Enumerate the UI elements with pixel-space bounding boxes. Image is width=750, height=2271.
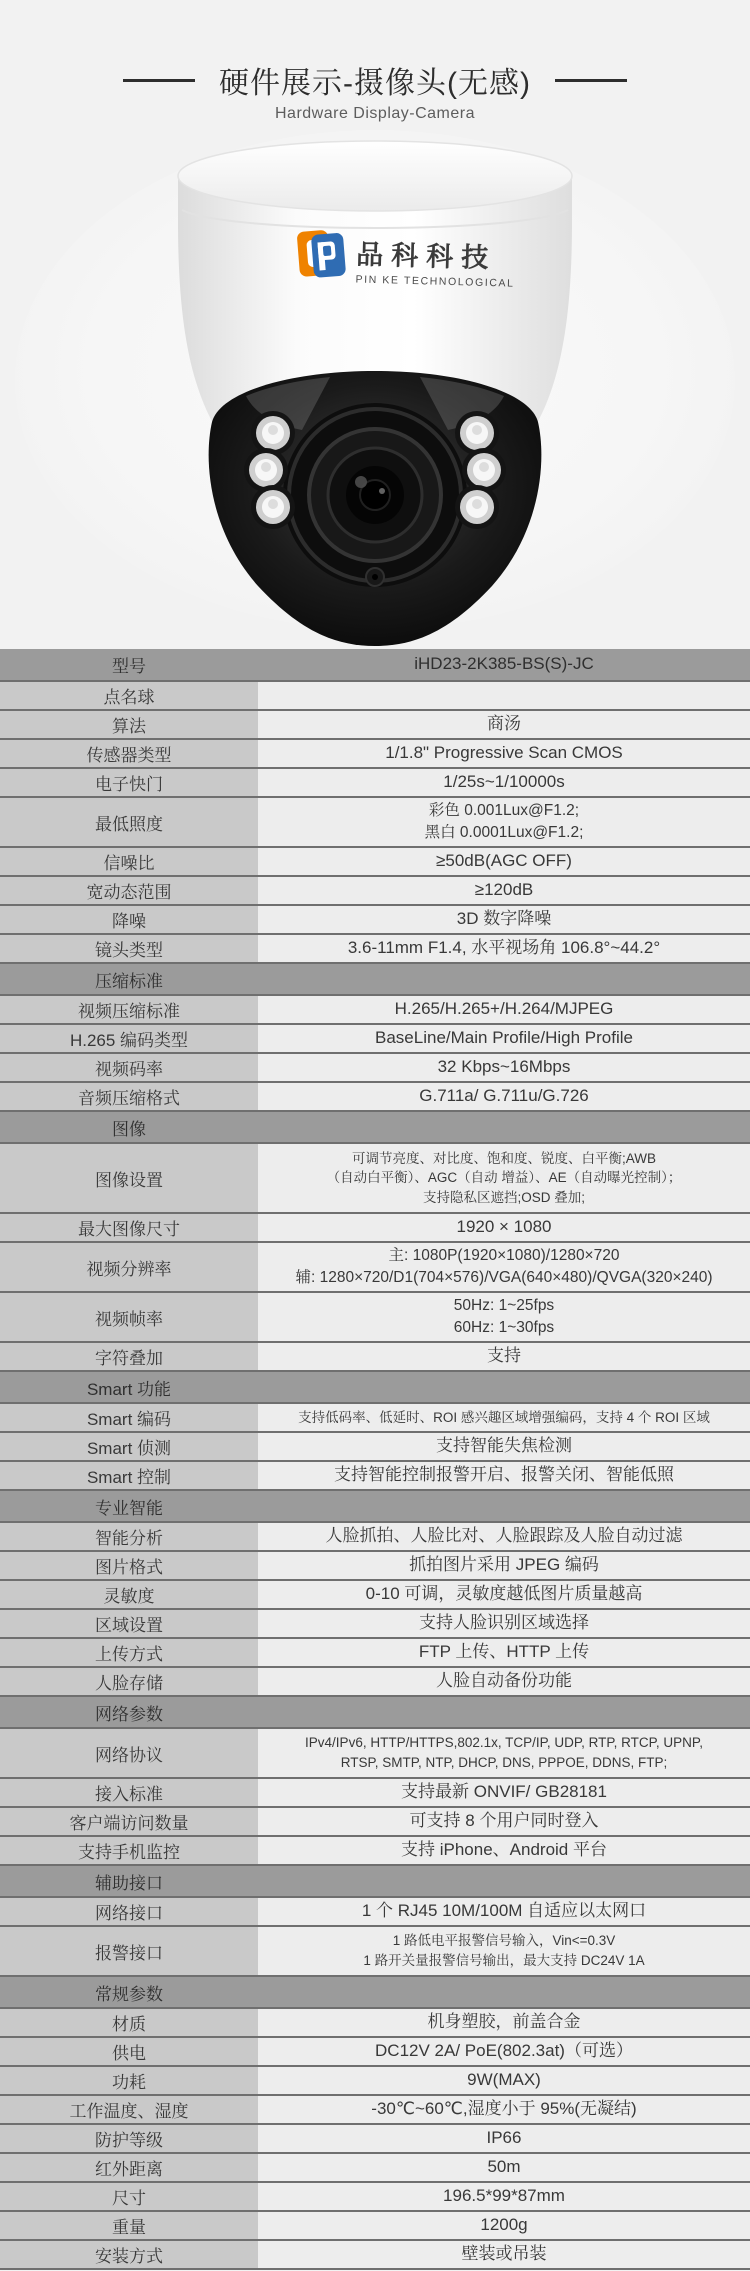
spec-value (258, 682, 750, 709)
camera-photo (0, 130, 750, 649)
spec-label: 宽动态范围 (0, 877, 258, 904)
spec-section-row (0, 1372, 750, 1404)
spec-value: 50m (258, 2154, 750, 2181)
spec-value: 支持 (258, 1343, 750, 1370)
spec-label: 人脸存储 (0, 1668, 258, 1695)
spec-label: 网络参数 (95, 1704, 163, 1724)
spec-value: 9W(MAX) (258, 2067, 750, 2094)
spec-label: 红外距离 (0, 2154, 258, 2181)
spec-label: 尺寸 (0, 2183, 258, 2210)
spec-label: 材质 (0, 2009, 258, 2036)
spec-label: 图片格式 (0, 1552, 258, 1579)
spec-row (0, 740, 750, 769)
spec-label: 报警接口 (0, 1927, 258, 1975)
spec-row (0, 1054, 750, 1083)
title-row (0, 58, 750, 102)
spec-row (0, 1144, 750, 1214)
spec-label: Smart 控制 (0, 1462, 258, 1489)
spec-label: 降噪 (0, 906, 258, 933)
spec-label: 信噪比 (0, 848, 258, 875)
spec-row (0, 1433, 750, 1462)
spec-value-line: 辅: 1280×720/D1(704×576)/VGA(640×480)/QVGA(320×240) (295, 1269, 713, 1286)
spec-section-row (0, 1977, 750, 2009)
spec-value: ≥50dB(AGC OFF) (258, 848, 750, 875)
spec-label: 专业智能 (95, 1498, 163, 1518)
spec-label: Smart 侦测 (0, 1433, 258, 1460)
spec-label: 镜头类型 (0, 935, 258, 962)
spec-value: FTP 上传、HTTP 上传 (258, 1639, 750, 1666)
spec-row (0, 1404, 750, 1433)
spec-value (258, 798, 750, 846)
spec-row (0, 1779, 750, 1808)
spec-value: 1920 × 1080 (258, 1214, 750, 1241)
ir-led (251, 485, 295, 529)
spec-label: 音频压缩格式 (0, 1083, 258, 1110)
spec-label: 功耗 (0, 2067, 258, 2094)
spec-row (0, 935, 750, 964)
spec-row (0, 906, 750, 935)
spec-value: 0-10 可调，灵敏度越低图片质量越高 (258, 1581, 750, 1608)
spec-label: 工作温度、湿度 (0, 2096, 258, 2123)
spec-label: 支持手机监控 (0, 1837, 258, 1864)
brand-name-cn: 品科科技 (355, 239, 497, 274)
spec-row (0, 1581, 750, 1610)
spec-value (258, 1144, 750, 1212)
spec-label: 防护等级 (0, 2125, 258, 2152)
spec-value: 3.6-11mm F1.4, 水平视场角 106.8°~44.2° (258, 935, 750, 962)
spec-value (258, 1293, 750, 1341)
spec-row (0, 1523, 750, 1552)
brand-logo-mark (297, 229, 347, 279)
spec-value: 支持人脸识别区域选择 (258, 1610, 750, 1637)
spec-row (0, 1729, 750, 1779)
page-subtitle: Hardware Display-Camera (275, 105, 475, 122)
ir-led (244, 448, 288, 492)
spec-label: 网络接口 (0, 1898, 258, 1925)
ir-led (462, 448, 506, 492)
title-decor-line-left (123, 79, 195, 82)
spec-value: 3D 数字降噪 (258, 906, 750, 933)
spec-value-line: RTSP, SMTP, NTP, DHCP, DNS, PPPOE, DDNS, FTP; (340, 1755, 668, 1770)
spec-row (0, 682, 750, 711)
spec-row (0, 1214, 750, 1243)
spec-row (0, 1552, 750, 1581)
spec-label: 视频分辨率 (0, 1243, 258, 1291)
spec-label: 电子快门 (0, 769, 258, 796)
spec-table (0, 649, 750, 2270)
spec-value (258, 1927, 750, 1975)
ir-led (455, 411, 499, 455)
spec-label: 型号 (112, 657, 146, 676)
spec-label: Smart 编码 (0, 1404, 258, 1431)
spec-value: H.265/H.265+/H.264/MJPEG (258, 996, 750, 1023)
spec-row (0, 2067, 750, 2096)
spec-section-row (0, 1112, 750, 1144)
spec-section-row (0, 964, 750, 996)
spec-value: BaseLine/Main Profile/High Profile (258, 1025, 750, 1052)
spec-value: 人脸自动备份功能 (258, 1668, 750, 1695)
spec-value-line: 可调节亮度、对比度、饱和度、锐度、白平衡;AWB (352, 1150, 656, 1166)
spec-label: 最大图像尺寸 (0, 1214, 258, 1241)
spec-label: 视频压缩标准 (0, 996, 258, 1023)
spec-value: IP66 (258, 2125, 750, 2152)
spec-value-line: 1 路开关量报警信号输出，最大支持 DC24V 1A (363, 1953, 645, 1968)
spec-value: DC12V 2A/ PoE(802.3at)（可选） (258, 2038, 750, 2065)
spec-value: -30℃~60℃,湿度小于 95%(无凝结) (258, 2096, 750, 2123)
spec-row (0, 1462, 750, 1491)
spec-label: 字符叠加 (0, 1343, 258, 1370)
spec-label: 重量 (0, 2212, 258, 2239)
spec-value-line: 1 路低电平报警信号输入，Vin<=0.3V (392, 1933, 616, 1949)
spec-value: 32 Kbps~16Mbps (258, 1054, 750, 1081)
spec-label: 灵敏度 (0, 1581, 258, 1608)
brand-name-en: PIN KE TECHNOLOGICAL (355, 273, 515, 290)
ir-led (455, 485, 499, 529)
spec-value: 1/25s~1/10000s (258, 769, 750, 796)
spec-row (0, 1668, 750, 1697)
spec-label: 点名球 (0, 682, 258, 709)
spec-row (0, 2096, 750, 2125)
spec-value-line: 彩色 0.001Lux@F1.2; (428, 801, 580, 819)
spec-row (0, 1639, 750, 1668)
spec-value-line: 支持隐私区遮挡;OSD 叠加; (422, 1189, 585, 1205)
spec-label: 区域设置 (0, 1610, 258, 1637)
spec-row (0, 649, 750, 682)
spec-value: 支持 iPhone、Android 平台 (258, 1837, 750, 1864)
spec-row (0, 2038, 750, 2067)
spec-label: 辅助接口 (95, 1873, 163, 1893)
spec-row (0, 2154, 750, 2183)
spec-label: H.265 编码类型 (0, 1025, 258, 1052)
spec-value: G.711a/ G.711u/G.726 (258, 1083, 750, 1110)
spec-label: 智能分析 (0, 1523, 258, 1550)
page-header (0, 0, 750, 130)
spec-section-row (0, 1491, 750, 1523)
spec-value: 机身塑胶，前盖合金 (258, 2009, 750, 2036)
spec-label: 视频码率 (0, 1054, 258, 1081)
ir-leds-left (244, 411, 295, 529)
spec-value: 商汤 (258, 711, 750, 738)
spec-value: 1/1.8" Progressive Scan CMOS (258, 740, 750, 767)
spec-label: 最低照度 (0, 798, 258, 846)
spec-row (0, 1927, 750, 1977)
spec-section-row (0, 1697, 750, 1729)
spec-value-line: 主: 1080P(1920×1080)/1280×720 (388, 1246, 620, 1264)
spec-row (0, 769, 750, 798)
spec-label: 上传方式 (0, 1639, 258, 1666)
spec-row (0, 2212, 750, 2241)
spec-row (0, 996, 750, 1025)
spec-row (0, 1610, 750, 1639)
spec-label: 图像设置 (0, 1144, 258, 1212)
spec-row (0, 2009, 750, 2038)
spec-value: 支持智能失焦检测 (258, 1433, 750, 1460)
spec-value: iHD23-2K385-BS(S)-JC (414, 654, 594, 674)
spec-value (258, 1729, 750, 1777)
spec-value: 支持低码率、低延时、ROI 感兴趣区域增强编码，支持 4 个 ROI 区域 (258, 1404, 750, 1431)
ir-led (251, 411, 295, 455)
ir-leds-right (455, 411, 506, 529)
spec-value: 1 个 RJ45 10M/100M 自适应以太网口 (258, 1898, 750, 1925)
spec-row (0, 1808, 750, 1837)
spec-value: 1200g (258, 2212, 750, 2239)
spec-row (0, 2125, 750, 2154)
spec-value-line: （自动白平衡）、AGC（自动 增益）、AE（自动曝光控制）； (326, 1170, 682, 1186)
spec-row (0, 798, 750, 848)
spec-row (0, 1293, 750, 1343)
spec-value-line: IPv4/IPv6, HTTP/HTTPS,802.1x, TCP/IP, UDP, RTP, RTCP, UPNP, (305, 1735, 703, 1751)
spec-label: Smart 功能 (86, 1379, 172, 1399)
spec-value-line: 黑白 0.0001Lux@F1.2; (424, 824, 584, 841)
spec-value: 支持最新 ONVIF/ GB28181 (258, 1779, 750, 1806)
spec-label: 客户端访问数量 (0, 1808, 258, 1835)
spec-value: 支持智能控制报警开启、报警关闭、智能低照 (258, 1462, 750, 1489)
spec-row (0, 877, 750, 906)
spec-label: 接入标准 (0, 1779, 258, 1806)
spec-label: 供电 (0, 2038, 258, 2065)
spec-value: 人脸抓拍、人脸比对、人脸跟踪及人脸自动过滤 (258, 1523, 750, 1550)
spec-row (0, 848, 750, 877)
spec-row (0, 2183, 750, 2212)
housing-top-cap (178, 141, 572, 211)
spec-label: 图像 (112, 1119, 146, 1139)
spec-row (0, 1837, 750, 1866)
spec-value: ≥120dB (258, 877, 750, 904)
spec-label: 视频帧率 (0, 1293, 258, 1341)
spec-label: 网络协议 (0, 1729, 258, 1777)
spec-label: 传感器类型 (0, 740, 258, 767)
spec-value: 壁装或吊装 (258, 2241, 750, 2268)
spec-value: 196.5*99*87mm (258, 2183, 750, 2210)
spec-label: 常规参数 (95, 1984, 163, 2004)
title-decor-line-right (555, 79, 627, 82)
spec-row (0, 1898, 750, 1927)
dome-screw-slot (372, 574, 378, 580)
spec-row (0, 1243, 750, 1293)
spec-label: 算法 (0, 711, 258, 738)
spec-row (0, 1083, 750, 1112)
spec-row (0, 711, 750, 740)
camera-illustration (0, 130, 750, 649)
spec-value-line: 60Hz: 1~30fps (453, 1319, 555, 1336)
spec-value (258, 1243, 750, 1291)
spec-label: 安装方式 (0, 2241, 258, 2268)
spec-value: 可支持 8 个用户同时登入 (258, 1808, 750, 1835)
page-title: 硬件展示-摄像头(无感) (219, 67, 531, 100)
spec-row (0, 2241, 750, 2270)
spec-section-row (0, 1866, 750, 1898)
spec-label: 压缩标准 (95, 971, 163, 991)
spec-value-line: 50Hz: 1~25fps (453, 1296, 555, 1314)
spec-row (0, 1343, 750, 1372)
spec-value: 抓拍图片采用 JPEG 编码 (258, 1552, 750, 1579)
spec-row (0, 1025, 750, 1054)
camera-lens (283, 403, 467, 587)
